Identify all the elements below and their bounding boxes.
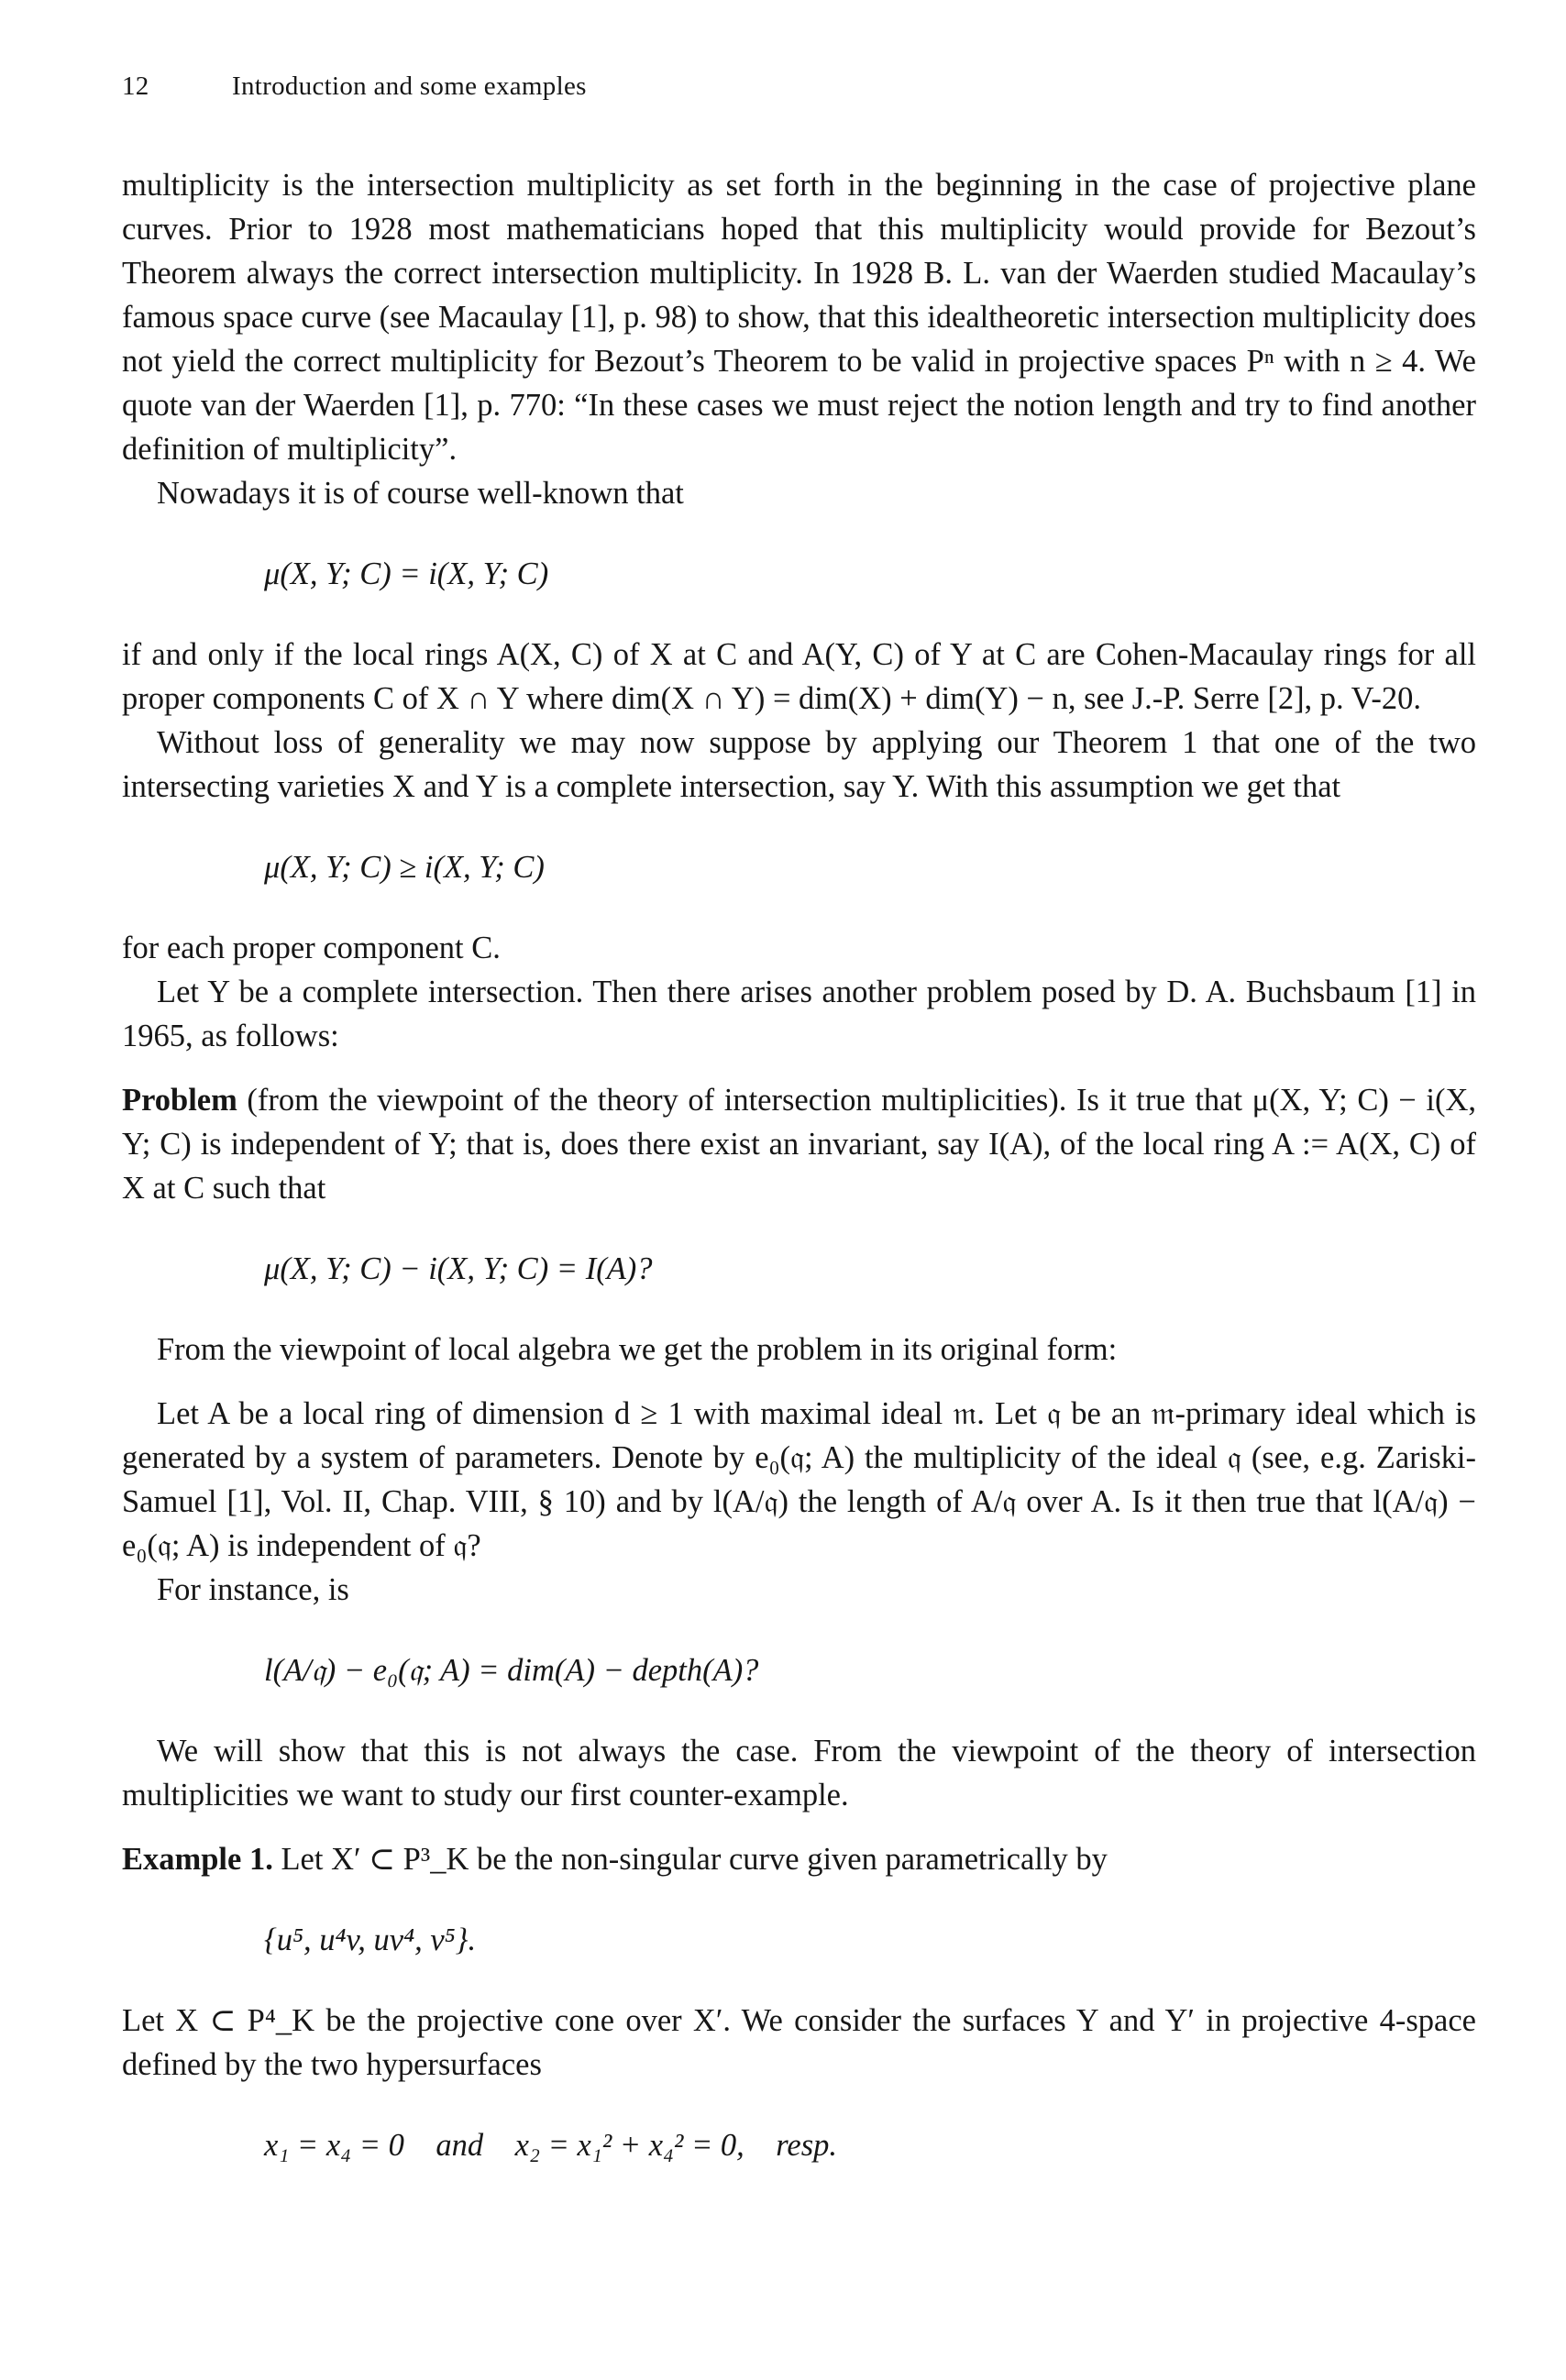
- equation-3: μ(X, Y; C) − i(X, Y; C) = I(A)?: [264, 1251, 653, 1286]
- problem-text: (from the viewpoint of the theory of intersection multiplicities). Is it true that μ(X, Y; C) − i(X, Y; C) is independent of Y; that is, does there exist an invariant, say I(A), of the local ring A := A(X, C) of X at C such that: [122, 1083, 1476, 1206]
- paragraph-3: if and only if the local rings A(X, C) of X at C and A(Y, C) of Y at C are Cohen-Macaulay rings for all proper components C of X ∩ Y where dim(X ∩ Y) = dim(X) + dim(Y) − n, see J.-P. Serre [2], p. V-20.: [122, 637, 1476, 716]
- paragraph-11: We will show that this is not always the case. From the viewpoint of the theory of intersection multiplicities we want to study our first counter-example.: [122, 1734, 1476, 1813]
- paragraph-13: Let X ⊂ P⁴_K be the projective cone over X′. We consider the surfaces Y and Y′ in projective 4-space defined by the two hypersurfaces: [122, 2003, 1476, 2082]
- chapter-title: Introduction and some examples: [232, 72, 587, 101]
- problem-paragraph: [122, 1078, 1476, 1210]
- paragraph-5: for each proper component C.: [122, 931, 501, 965]
- paragraph-4: Without loss of generality we may now suppose by applying our Theorem 1 that one of the two intersecting varieties X and Y is a complete intersection, say Y. With this assumption we get that: [122, 725, 1476, 804]
- paragraph-8: From the viewpoint of local algebra we get the problem in its original form:: [157, 1332, 1118, 1367]
- equation-6: x₁ = x₄ = 0 and x₂ = x₁² + x₄² = 0, resp.: [264, 2128, 838, 2163]
- equation-1: μ(X, Y; C) = i(X, Y; C): [264, 556, 549, 591]
- equation-5: {u⁵, u⁴v, uv⁴, v⁵}.: [264, 1923, 477, 1957]
- running-head: [122, 72, 587, 102]
- example-paragraph: [122, 1837, 1476, 1881]
- paragraph-10: For instance, is: [157, 1572, 349, 1607]
- page-number: 12: [122, 72, 149, 101]
- body-text: [122, 163, 1476, 2204]
- example-text: Let X′ ⊂ P³_K be the non-singular curve given parametrically by: [281, 1842, 1108, 1877]
- paragraph-2: Nowadays it is of course well-known that: [157, 476, 684, 511]
- example-label: Example 1.: [122, 1842, 273, 1877]
- equation-2: μ(X, Y; C) ≥ i(X, Y; C): [264, 850, 545, 885]
- paragraph-6: Let Y be a complete intersection. Then there arises another problem posed by D. A. Buchsbaum [1] in 1965, as follows:: [122, 975, 1476, 1053]
- problem-label: Problem: [122, 1083, 237, 1118]
- paragraph-1: multiplicity is the intersection multiplicity as set forth in the beginning in the case of projective plane curves. Prior to 1928 most mathematicians hoped that this multiplicity would provide for Bezout’s Theorem always the correct intersection multiplicity. In 1928 B. L. van der Waerden studied Macaulay’s famous space curve (see Macaulay [1], p. 98) to show, that this idealtheoretic intersection multiplicity does not yield the correct multiplicity for Bezout’s Theorem to be valid in projective spaces Pⁿ with n ≥ 4. We quote van der Waerden [1], p. 770: “In these cases we must reject the notion length and try to find another definition of multiplicity”.: [122, 168, 1476, 467]
- equation-4: l(A/𝔮) − e₀(𝔮; A) = dim(A) − depth(A)?: [264, 1653, 759, 1688]
- paragraph-9: Let A be a local ring of dimension d ≥ 1 with maximal ideal 𝔪. Let 𝔮 be an 𝔪-primary ideal which is generated by a system of parameters. Denote by e₀(𝔮; A) the multiplicity of the ideal 𝔮 (see, e.g. Zariski-Samuel [1], Vol. II, Chap. VIII, § 10) and by l(A/𝔮) the length of A/𝔮 over A. Is it then true that l(A/𝔮) − e₀(𝔮; A) is independent of 𝔮?: [122, 1396, 1476, 1563]
